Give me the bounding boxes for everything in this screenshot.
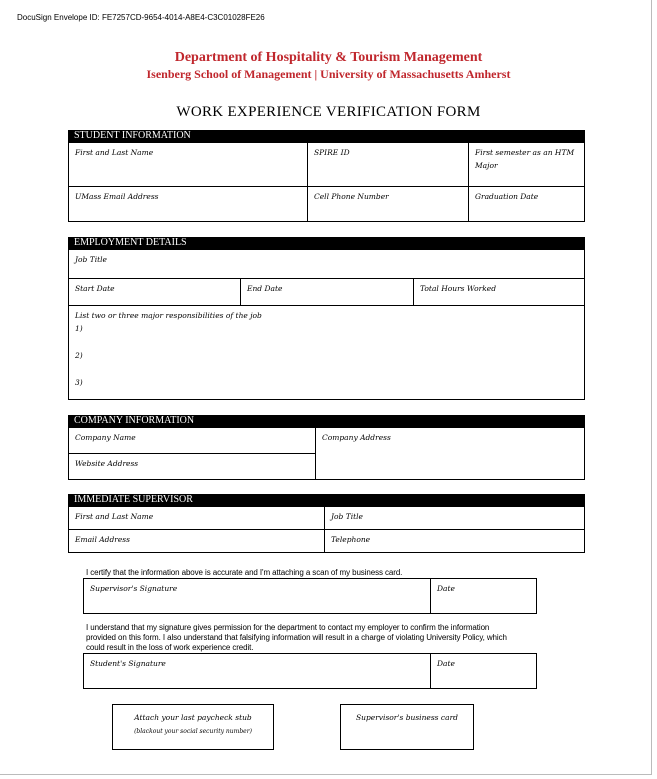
supervisor-signature-field[interactable]: Supervisor's Signature xyxy=(83,578,431,614)
student-name-field[interactable]: First and Last Name xyxy=(68,142,308,187)
total-hours-field[interactable]: Total Hours Worked xyxy=(413,278,585,306)
end-date-field[interactable]: End Date xyxy=(240,278,414,306)
supervisor-email-field[interactable]: Email Address xyxy=(68,529,325,553)
certify-statement: I certify that the information above is accurate and I'm attaching a scan of my business card. xyxy=(86,568,403,577)
school-name: Isenberg School of Management | University of Massachusetts Amherst xyxy=(146,67,511,81)
envelope-id: DocuSign Envelope ID: FE7257CD-9654-4014-A8E4-C3C01028FE26 xyxy=(17,13,265,22)
first-semester-field[interactable]: First semester as an HTM Major xyxy=(468,142,585,187)
form-title: WORK EXPERIENCE VERIFICATION FORM xyxy=(176,104,481,120)
start-date-field[interactable]: Start Date xyxy=(68,278,241,306)
responsibility-3: 3) xyxy=(75,378,83,387)
website-address-field[interactable]: Website Address xyxy=(68,453,316,480)
job-title-field[interactable]: Job Title xyxy=(68,249,585,279)
supervisor-date-field[interactable]: Date xyxy=(430,578,537,614)
student-signature-field[interactable]: Student's Signature xyxy=(83,653,431,689)
understand-line-1: I understand that my signature gives permission for the department to contact my employer to confirm the information xyxy=(86,623,490,632)
graduation-date-field[interactable]: Graduation Date xyxy=(468,186,585,222)
responsibilities-box[interactable] xyxy=(68,305,585,400)
company-info-header: COMPANY INFORMATION xyxy=(68,415,585,427)
spire-id-field[interactable]: SPIRE ID xyxy=(307,142,469,187)
immediate-supervisor-header: IMMEDIATE SUPERVISOR xyxy=(68,494,585,506)
paycheck-stub-note: (blackout your social security number) xyxy=(134,728,252,735)
student-date-field[interactable]: Date xyxy=(430,653,537,689)
understand-line-3: could result in the loss of work experience credit. xyxy=(86,643,254,652)
responsibility-2: 2) xyxy=(75,351,83,360)
student-info-header: STUDENT INFORMATION xyxy=(68,130,585,142)
employment-details-header: EMPLOYMENT DETAILS xyxy=(68,237,585,249)
supervisor-name-field[interactable]: First and Last Name xyxy=(68,506,325,530)
supervisor-telephone-field[interactable]: Telephone xyxy=(324,529,585,553)
department-name: Department of Hospitality & Tourism Management xyxy=(174,50,483,65)
umass-email-field[interactable]: UMass Email Address xyxy=(68,186,308,222)
company-name-field[interactable]: Company Name xyxy=(68,427,316,454)
responsibility-1: 1) xyxy=(75,324,83,333)
cell-phone-field[interactable]: Cell Phone Number xyxy=(307,186,469,222)
business-card-box[interactable] xyxy=(340,704,474,750)
business-card-label: Supervisor's business card xyxy=(356,713,458,722)
responsibilities-label: List two or three major responsibilities of the job xyxy=(75,311,262,320)
supervisor-job-title-field[interactable]: Job Title xyxy=(324,506,585,530)
paycheck-stub-box[interactable] xyxy=(112,704,274,750)
paycheck-stub-label: Attach your last paycheck stub xyxy=(134,713,252,722)
company-address-field[interactable]: Company Address xyxy=(315,427,585,480)
understand-line-2: provided on this form. I also understand that falsifying information will result in a charge of violating University Policy, which xyxy=(86,633,507,642)
